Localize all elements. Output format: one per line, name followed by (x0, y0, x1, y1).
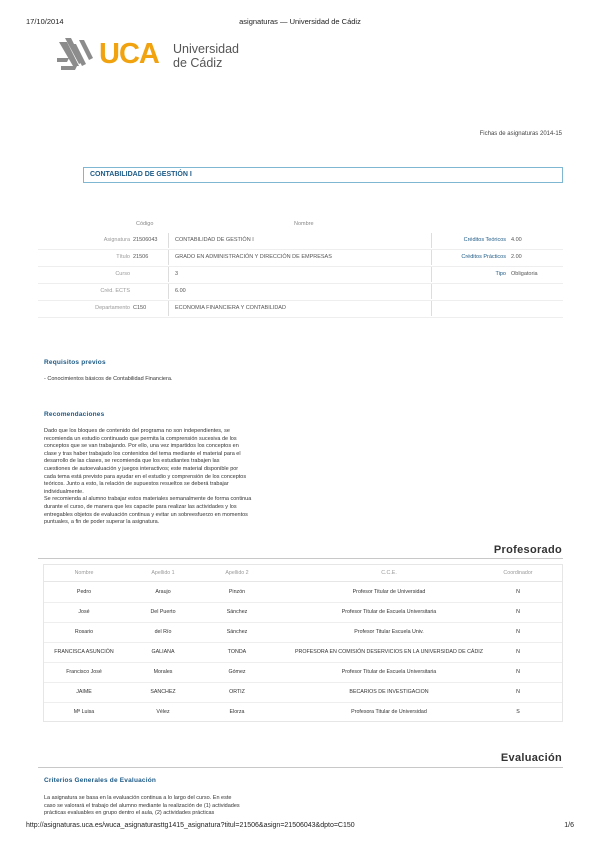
cell-apellido2: Gómez (228, 669, 246, 675)
criterios-title: Criterios Generales de Evaluación (44, 777, 157, 784)
info-right-label: Créditos Teóricos (463, 237, 506, 243)
logo-university-name (173, 42, 239, 70)
text-line: prácticas evaluables en grupo dentro el aula, (2) actividades prácticas (44, 810, 215, 817)
cell-nombre: Pedro (76, 589, 92, 595)
cell-nombre: JAIME (76, 689, 92, 695)
info-header-name: Nombre (294, 221, 314, 227)
uca-logo[interactable] (57, 36, 257, 76)
cell-cce: PROFESORA EN COMISIÓN DESERVICIOS EN LA UNIVERSIDAD DE CÁDIZ (295, 649, 483, 655)
print-footer (26, 822, 574, 832)
info-name: 3 (175, 271, 179, 277)
info-code: 21506 (133, 254, 149, 260)
cell-coordinador: N (516, 609, 520, 615)
print-header (26, 17, 574, 29)
column-header: Apellido 1 (151, 570, 175, 576)
table-row (44, 663, 562, 683)
requisitos-text: - Conocimientos básicos de Contabilidad Financiera. (44, 376, 173, 382)
info-right-value: 4.00 (511, 237, 522, 243)
column-header: Nombre (74, 570, 94, 576)
info-code: 21506043 (133, 237, 158, 243)
uca-emblem-icon (57, 36, 97, 72)
cell-apellido2: Sánchez (226, 629, 248, 635)
text-line: caso se valorará el trabajo del alumno mediante la realización de (1) actividades (44, 802, 240, 809)
cell-cce: Profesora Titular de Universidad (351, 709, 427, 715)
info-right-label: Tipo (495, 271, 506, 277)
cell-nombre: José (78, 609, 90, 615)
cell-coordinador: S (516, 709, 520, 715)
print-page-title: asignaturas — Universidad de Cádiz (239, 17, 361, 26)
table-row (44, 583, 562, 603)
info-label: Título (116, 254, 130, 260)
cell-coordinador: N (516, 589, 520, 595)
table-row (44, 603, 562, 623)
cell-coordinador: N (516, 689, 520, 695)
profesorado-title: Profesorado (493, 544, 562, 556)
recomendaciones-title: Recomendaciones (44, 411, 105, 418)
column-header: Apellido 2 (225, 570, 249, 576)
table-row (44, 623, 562, 643)
cell-apellido1: Vélez (156, 709, 170, 715)
section-divider (38, 767, 563, 768)
info-name: GRADO EN ADMINISTRACIÓN Y DIRECCIÓN DE EMPRESAS (175, 254, 332, 260)
logo-acronym: UCA (99, 38, 159, 70)
cell-coordinador: N (516, 649, 520, 655)
cell-nombre: Francisco José (66, 669, 102, 675)
cell-apellido1: del Río (154, 629, 172, 635)
cell-apellido2: TONDA (227, 649, 247, 655)
cell-cce: Profesor Titular de Escuela Universitaria (341, 669, 437, 675)
text-line: Se recomienda al alumno trabajar estos materiales semanalmente de forma continua (44, 496, 252, 503)
text-line: entregables objetos de evaluación continua y evitar un sobreesfuerzo en momentos (44, 511, 248, 518)
subject-title: CONTABILIDAD DE GESTIÓN I (83, 167, 563, 183)
text-line: recomienda un estudio continuado que permita la comprensión sucesiva de los (44, 435, 237, 442)
cell-apellido2: ORTIZ (229, 689, 245, 695)
requisitos-title: Requisitos previos (44, 359, 106, 366)
text-line: puntuales, a fin de poder superar la asignatura. (44, 519, 160, 526)
info-right-label: Créditos Prácticos (461, 254, 506, 260)
text-line: teóricos. Junto a esto, la relación de supuestos resueltos se deberá trabajar (44, 481, 229, 488)
column-header: Coordinador (503, 570, 533, 576)
info-name: ECONOMIA FINANCIERA Y CONTABILIDAD (175, 305, 286, 311)
info-name: CONTABILIDAD DE GESTIÓN I (175, 237, 254, 243)
evaluacion-title: Evaluación (500, 752, 562, 764)
text-line: desarrollo de las clases, se recomienda que los estudiantes trabajen las (44, 458, 220, 465)
cell-cce: BECARIOS DE INVESTIGACION (349, 689, 429, 695)
cell-apellido2: Sánchez (226, 609, 248, 615)
info-label: Asignatura (103, 237, 130, 243)
table-row (44, 683, 562, 703)
section-divider (38, 558, 563, 559)
info-row (38, 299, 563, 318)
info-label: Curso (115, 271, 130, 277)
cell-nombre: Mª Luisa (73, 709, 95, 715)
info-right-value: Obligatoria (511, 271, 538, 277)
page-url[interactable]: http://asignaturas.uca.es/wuca_asignaturasttg1415_asignatura?titul=21506&asign=21506043&dpto=C150 (26, 822, 355, 829)
cell-cce: Profesor Titular de Universidad (352, 589, 426, 595)
table-header (44, 565, 562, 582)
cell-apellido1: Araujo (155, 589, 171, 595)
text-line: clase y tras haber trabajado los contenidos del tema mediante el material para el (44, 450, 241, 457)
column-header: C.C.E. (381, 570, 397, 576)
text-line: cuestiones de autoevaluación y juegos interactivos; este material disponible por (44, 465, 239, 472)
table-row (44, 703, 562, 723)
text-line: cada tema está previsto para ayudar en el estudio y comprensión de los conceptos (44, 473, 247, 480)
recomendaciones-text (44, 428, 324, 527)
cell-cce: Profesor Titular Escuela Univ. (354, 629, 424, 635)
cell-nombre: FRANCISCA ASUNCIÓN (54, 649, 114, 655)
cell-apellido1: Del Puerto (150, 609, 176, 615)
text-line: La asignatura se basa en la evaluación continua a lo largo del curso. En este (44, 795, 232, 801)
cell-nombre: Rosario (74, 629, 94, 635)
criterios-text (44, 795, 324, 818)
cell-cce: Profesor Titular de Escuela Universitaria (341, 609, 437, 615)
text-line: individualmente. (44, 488, 84, 495)
info-header-code: Código (136, 221, 154, 227)
info-label: Créd. ECTS (100, 288, 130, 294)
print-date: 17/10/2014 (26, 17, 64, 26)
cell-apellido1: Morales (153, 669, 173, 675)
cell-coordinador: N (516, 629, 520, 635)
page-number: 1/6 (564, 822, 574, 829)
text-line: conceptos que se van trabajando. Por ello, una vez impartidos los conceptos en (44, 443, 239, 450)
cell-apellido2: Elorza (229, 709, 245, 715)
logo-line-2: de Cádiz (173, 56, 223, 70)
profesorado-table (43, 564, 563, 722)
info-code: C150 (133, 305, 147, 311)
cell-apellido2: Pinzón (228, 589, 246, 595)
cell-apellido1: SANCHEZ (150, 689, 176, 695)
info-right-value: 2.00 (511, 254, 522, 260)
table-row (44, 643, 562, 663)
cell-apellido1: GALIANA (151, 649, 175, 655)
info-name: 6.00 (175, 288, 186, 294)
text-line: Dado que los bloques de contenido del programa no son independientes, se (44, 428, 230, 434)
fichas-label: Fichas de asignaturas 2014-15 (479, 131, 562, 137)
cell-coordinador: N (516, 669, 520, 675)
logo-line-1: Universidad (173, 42, 240, 56)
text-line: durante el curso, de manera que les capacite para realizar las actividades y los (44, 503, 237, 510)
info-label: Departamento (95, 305, 130, 311)
